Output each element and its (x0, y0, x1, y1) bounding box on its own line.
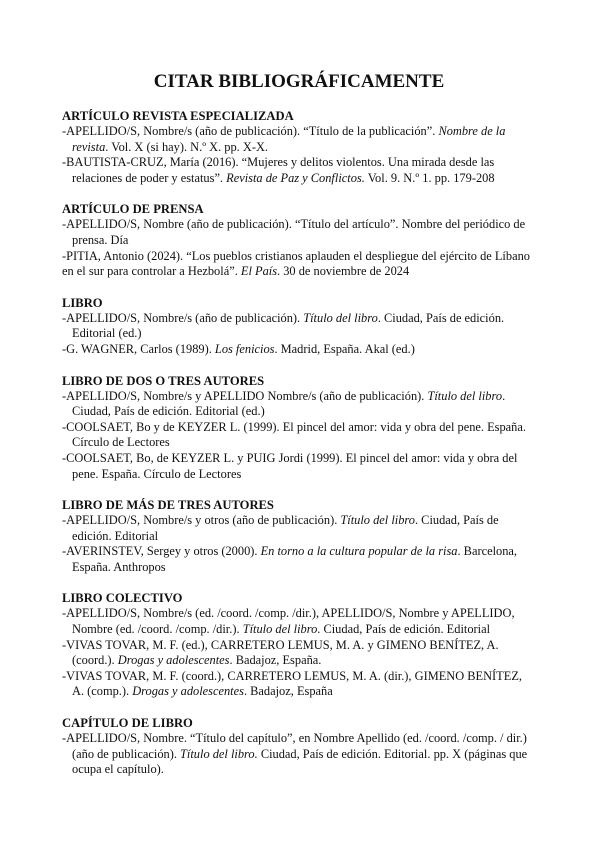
citation-text: -VIVAS TOVAR, M. F. (ed.), CARRETERO LEMUS, M. A. y GIMENO BENÍTEZ, A. (coord.). (62, 637, 499, 668)
citation-text: -G. WAGNER, Carlos (1989). (62, 341, 215, 356)
citation-entry (62, 513, 536, 544)
citation-text: -APELLIDO/S, Nombre/s y APELLIDO Nombre/s (año de publicación). (62, 388, 428, 403)
citation-italic-text: Título del libro (340, 513, 415, 528)
citation-text: . Badajoz, España (243, 684, 333, 699)
citation-text: -APELLIDO/S, Nombre/s (año de publicación). “Título de la publicación”. (62, 124, 439, 138)
citation-text: -APELLIDO/S, Nombre/s (año de publicación). (62, 310, 304, 325)
citation-text: . 30 de noviembre de 2024 (277, 264, 410, 279)
citation-italic-text: En torno a la cultura popular de la risa (260, 544, 458, 559)
section-heading: CAPÍTULO DE LIBRO (62, 716, 193, 731)
citation-entry (62, 544, 536, 575)
citation-entry (62, 124, 536, 155)
citation-text: . Vol. X (si hay). N.º X. pp. X-X. (105, 139, 269, 154)
document-page (62, 70, 536, 793)
citation-text: -VIVAS TOVAR, M. F. (coord.), CARRETERO LEMUS, M. A. (dir.), GIMENO BENÍTEZ, A. (comp.). (62, 668, 522, 699)
section-heading: LIBRO DE DOS O TRES AUTORES (62, 373, 265, 388)
citation-text: . Barcelona, España. Anthropos (72, 544, 517, 574)
section (62, 295, 536, 358)
citation-italic-text: Los fenicios (214, 341, 275, 356)
sections-container (62, 108, 536, 778)
section (62, 373, 536, 483)
citation-text: -PITIA, Antonio (2024). “Los pueblos cristianos aplauden el despliegue del ejército de Líbano en el sur para controlar a Hezbolá”. (62, 248, 530, 279)
citation-entry (62, 249, 536, 280)
citation-text: -APELLIDO/S, Nombre (año de publicación). “Título del artículo”. Nombre del periódico de prensa. Día (62, 217, 526, 247)
citation-italic-text: El País (240, 264, 278, 279)
citation-italic-text: Título del libro. (180, 746, 258, 761)
citation-text: -BAUTISTA-CRUZ, María (2016). “Mujeres y delitos violentos. Una mirada desde las relaciones de poder y estatus”. (62, 155, 495, 185)
citation-entry (62, 217, 536, 248)
citation-text: . Madrid, España. Akal (ed.) (274, 341, 415, 356)
citation-italic-text: Drogas y adolescentes (132, 684, 244, 699)
section-heading: ARTÍCULO DE PRENSA (62, 202, 204, 217)
citation-entry (62, 638, 536, 669)
citation-text: . Ciudad, País de edición. Editorial (ed.) (72, 310, 505, 341)
citation-entry (62, 669, 536, 700)
citation-text: . Ciudad, País de edición. Editorial (317, 622, 491, 637)
section (62, 108, 536, 186)
citation-italic-text: Revista de Paz y Conflictos. (226, 170, 365, 185)
citation-italic-text: Título del libro (242, 622, 318, 637)
citation-text: -APELLIDO/S, Nombre/s y otros (año de publicación). (62, 513, 341, 528)
section (62, 497, 536, 575)
citation-entry (62, 311, 536, 342)
citation-entry (62, 155, 536, 186)
citation-entry (62, 606, 536, 637)
section (62, 715, 536, 778)
document-title: CITAR BIBLIOGRÁFICAMENTE (153, 71, 445, 92)
citation-entry (62, 389, 536, 420)
section-heading: ARTÍCULO REVISTA ESPECIALIZADA (62, 109, 294, 123)
section-heading: LIBRO COLECTIVO (62, 591, 183, 606)
citation-text: -APELLIDO/S, Nombre/s (ed. /coord. /comp. /dir.), APELLIDO/S, Nombre y APELLIDO, Nombre (ed. /coord. /comp. /dir.). (62, 606, 515, 637)
citation-italic-text: Drogas y adolescentes (117, 653, 230, 668)
section-heading: LIBRO (62, 295, 103, 310)
citation-text: -COOLSAET, Bo y de KEYZER L. (1999). El pincel del amor: vida y obra del pene. España. Círculo de Lectores (62, 419, 526, 450)
citation-text: -APELLIDO/S, Nombre. “Título del capítulo”, en Nombre Apellido (ed. /coord. /comp. / dir.)(año de publicación). (62, 731, 527, 761)
citation-text: -COOLSAET, Bo, de KEYZER L. y PUIG Jordi (1999). El pincel del amor: vida y obra del pene. España. Círculo de Lectores (62, 450, 518, 481)
citation-italic-text: Nombre de la revista (72, 124, 506, 154)
citation-entry (62, 342, 536, 358)
citation-italic-text: Título del libro (427, 388, 503, 403)
citation-italic-text: Título del libro (303, 310, 378, 325)
citation-text: -AVERINSTEV, Sergey y otros (2000). (62, 544, 261, 559)
citation-text: . Ciudad, País de edición. Editorial (ed.) (72, 388, 506, 419)
citation-entry (62, 451, 536, 482)
section (62, 201, 536, 279)
section (62, 590, 536, 700)
citation-text: Ciudad, País de edición. Editorial. pp. X (páginas que ocupa el capítulo). (72, 746, 528, 777)
citation-text: Vol. 9. N.º 1. pp. 179-208 (364, 170, 495, 185)
section-heading: LIBRO DE MÁS DE TRES AUTORES (62, 498, 274, 513)
citation-text: . Ciudad, País de edición. Editorial (72, 513, 499, 543)
citation-entry (62, 420, 536, 451)
citation-entry (62, 731, 536, 778)
citation-text: . Badajoz, España. (229, 653, 322, 668)
